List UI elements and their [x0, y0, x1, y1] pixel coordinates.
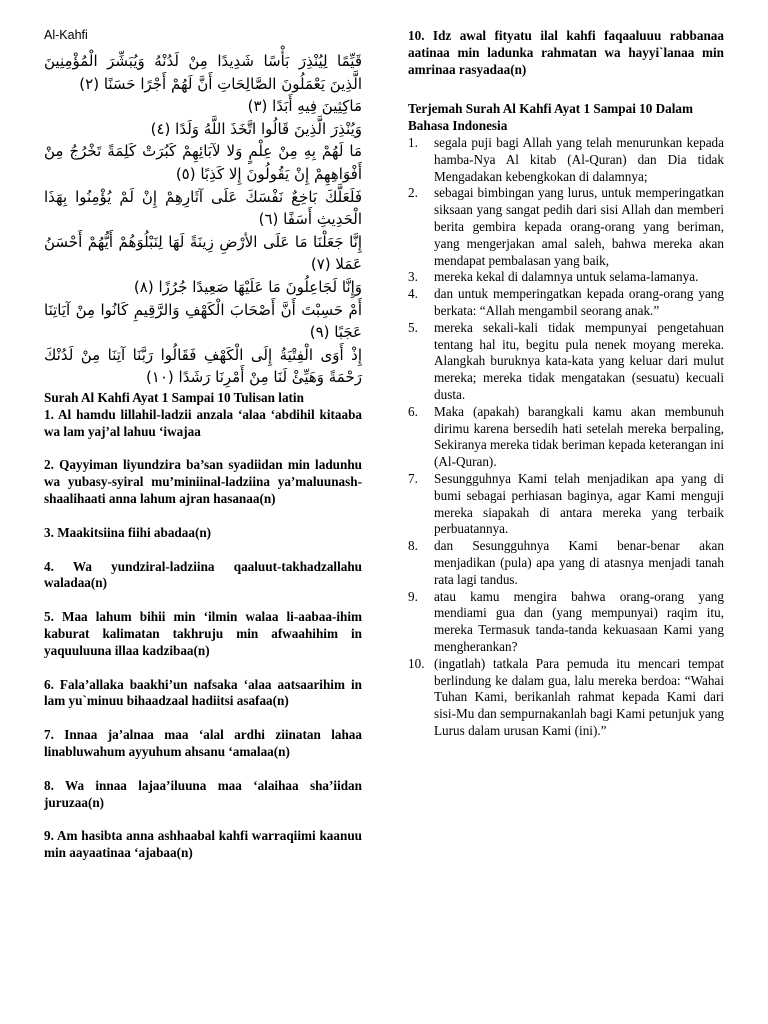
- arabic-verse-10: إِذْ أَوَى الْفِتْيَةُ إِلَى الْكَهْفِ فَقَالُوا رَبَّنَا آتِنَا مِنْ لَدُنْكَ رَحْمَةً وَهَيِّئْ لَنَا مِنْ أَمْرِنَا رَشَدًا (١٠): [44, 345, 362, 387]
- translation-text: (ingatlah) tatkala Para pemuda itu mencari tempat berlindung ke dalam gua, lalu mereka berdoa: “Wahai Tuhan Kami, berikanlah rahmat kepada Kami dari sisi-Mu dan sempurnakanlah bagi Kami petunjuk yang Lurus dalam urusan Kami (ini).”: [434, 655, 724, 738]
- translation-text: dan untuk memperingatkan kepada orang-orang yang berkata: “Allah mengambil seorang anak.”: [434, 286, 724, 318]
- translation-item: [408, 269, 724, 286]
- translation-item: [408, 471, 724, 538]
- translation-item: [408, 320, 724, 404]
- translation-item: [408, 286, 724, 320]
- arabic-verse-5: مَا لَهُمْ بِهِ مِنْ عِلْمٍ وَلا لآبَائِهِمْ كَبُرَتْ كَلِمَةً تَخْرُجُ مِنْ أَفْوَاهِهِمْ إِنْ يَقُولُونَ إِلا كَذِبًا (٥): [44, 142, 362, 183]
- latin-verse-6: 6. Fala’allaka baakhi’un nafsaka ‘alaa aatsaarihim in lam yu`minuu bihaadzaal hadiitsi asafaa(n): [44, 676, 362, 709]
- translation-number: 2.: [408, 185, 418, 201]
- translation-text: sebagai bimbingan yang lurus, untuk memperingatkan siksaan yang sangat pedih dari sisi Allah dan memberi berita gembira kepada orang-orang yang beriman, yang mengerjakan amal saleh, bahwa mereka akan mendapat pembalasan yang baik,: [434, 185, 724, 268]
- latin-section-title: Surah Al Kahfi Ayat 1 Sampai 10 Tulisan latin: [44, 390, 304, 405]
- latin-verse-9: 9. Am hasibta anna ashhaabal kahfi warraqiimi kaanuu min aayaatinaa ‘ajabaa(n): [44, 828, 362, 861]
- arabic-verse-8: وَإِنَّا لَجَاعِلُونَ مَا عَلَيْهَا صَعِيدًا جُرُزًا (٨): [133, 277, 362, 296]
- translation-text: Maka (apakah) barangkali kamu akan membunuh dirimu karena bersedih hati setelah mereka berpaling, Sekiranya mereka tidak beriman kepada keterangan ini (Al-Quran).: [434, 403, 724, 470]
- latin-verse-3: 3. Maakitsiina fiihi abadaa(n): [44, 524, 212, 540]
- arabic-verse-9: أَمْ حَسِبْتَ أَنَّ أَصْحَابَ الْكَهْفِ وَالرَّقِيمِ كَانُوا مِنْ آيَاتِنَا عَجَبًا (٩): [44, 300, 362, 342]
- translation-number: 9.: [408, 588, 418, 604]
- translation-item: [408, 656, 724, 740]
- translation-section-title: Terjemah Surah Al Kahfi Ayat 1 Sampai 10 Dalam Bahasa Indonesia: [408, 101, 694, 133]
- translation-text: segala puji bagi Allah yang telah menurunkan kepada hamba-Nya Al kitab (Al-Quran) dan Dia tidak Mengadakan kebengkokan di dalamnya;: [434, 135, 724, 184]
- latin-verse-4: 4. Wa yundziral-ladziina qaaluut-takhadzallahu waladaa(n): [44, 558, 362, 591]
- translation-text: atau kamu mengira bahwa orang-orang yang mendiami gua dan (yang mempunyai) raqim itu, mereka Termasuk tanda-tanda kekuasaan Kami yang mengherankan?: [434, 588, 724, 654]
- latin-verse-2: 2. Qayyiman liyundzira ba’san syadiidan min ladunhu wa yubasy-syiral mu’miniinal-ladziina ya’maluunash-shaalihaati anna lahum ajran hasanaa(n): [44, 457, 362, 506]
- arabic-verse-7: إِنَّا جَعَلْنَا مَا عَلَى الأرْضِ زِينَةً لَهَا لِنَبْلُوَهُمْ أَيُّهُمْ أَحْسَنُ عَمَلا (٧): [44, 232, 362, 274]
- translation-text: dan Sesungguhnya Kami benar-benar akan menjadikan (pula) apa yang di atasnya menjadi tanah rata lagi tandus.: [434, 538, 724, 587]
- translation-number: 8.: [408, 538, 418, 554]
- translation-text: mereka kekal di dalamnya untuk selama-lamanya.: [434, 269, 699, 285]
- translation-number: 3.: [408, 269, 418, 285]
- translation-number: 10.: [408, 655, 425, 671]
- latin-transliteration-section: [44, 390, 362, 879]
- translation-text: mereka sekali-kali tidak mempunyai pengetahuan tentang hal itu, begitu pula nenek moyang mereka. Alangkah buruknya kata-kata yang keluar dari mulut mereka; mereka tidak mengatakan (sesuatu) kecuali dusta.: [434, 319, 724, 402]
- arabic-verse-4: وَيُنْذِرَ الَّذِينَ قَالُوا اتَّخَذَ اللَّهُ وَلَدًا (٤): [150, 119, 362, 138]
- translation-number: 4.: [408, 286, 418, 302]
- translation-number: 5.: [408, 319, 418, 335]
- translation-item: [408, 538, 724, 588]
- latin-verse-1: 1. Al hamdu lillahil-ladzii anzala ‘alaa ‘abdihil kitaaba wa lam yaj’al lahuu ‘iwajaa: [44, 406, 362, 439]
- translation-number: 6.: [408, 403, 418, 419]
- translation-text: Sesungguhnya Kami telah menjadikan apa yang di bumi sebagai perhiasan baginya, agar Kami menguji mereka siapakah di antara mereka yang terbaik perbuatannya.: [434, 470, 724, 537]
- arabic-text-block: [44, 50, 362, 389]
- latin-verse-10: 10. Idz awal fityatu ilal kahfi faqaaluuu rabbanaa aatinaa min ladunka rahmatan wa hayyi`lanaa min amrinaa rasyadaa(n): [408, 28, 724, 77]
- arabic-verse-6: فَلَعَلَّكَ بَاخِعٌ نَفْسَكَ عَلَى آثَارِهِمْ إِنْ لَمْ يُؤْمِنُوا بِهَذَا الْحَدِيثِ أَسَفًا (٦): [44, 187, 362, 229]
- translation-number: 1.: [408, 135, 418, 150]
- translation-item: [408, 135, 724, 185]
- translation-list: [408, 135, 724, 740]
- latin-verse-5: 5. Maa lahum bihii min ‘ilmin walaa li-aabaa-ihim kaburat kalimatan takhruju min afwaahihim in yaquuluuna illaa kadzibaa(n): [44, 609, 362, 658]
- arabic-verse-2: قَيِّمًا لِيُنْذِرَ بَأْسًا شَدِيدًا مِنْ لَدُنْهُ وَيُبَشِّرَ الْمُؤْمِنِينَ الَّذِينَ يَعْمَلُونَ الصَّالِحَاتِ أَنَّ لَهُمْ أَجْرًا حَسَنًا (٢): [44, 52, 362, 93]
- latin-verse-7: 7. Innaa ja’alnaa maa ‘alal ardhi ziinatan lahaa linabluwahum ayyuhum ahsanu ‘amalaa(n): [44, 727, 362, 759]
- page-header: Al-Kahfi: [44, 28, 88, 42]
- translation-number: 7.: [408, 470, 418, 486]
- translation-item: [408, 589, 724, 656]
- translation-item: [408, 404, 724, 471]
- latin-verse-8: 8. Wa innaa lajaa’iluuna maa ‘alaihaa sha’iidan juruzaa(n): [44, 777, 362, 810]
- translation-item: [408, 185, 724, 269]
- arabic-verse-3: مَاكِثِينَ فِيهِ أَبَدًا (٣): [247, 97, 362, 116]
